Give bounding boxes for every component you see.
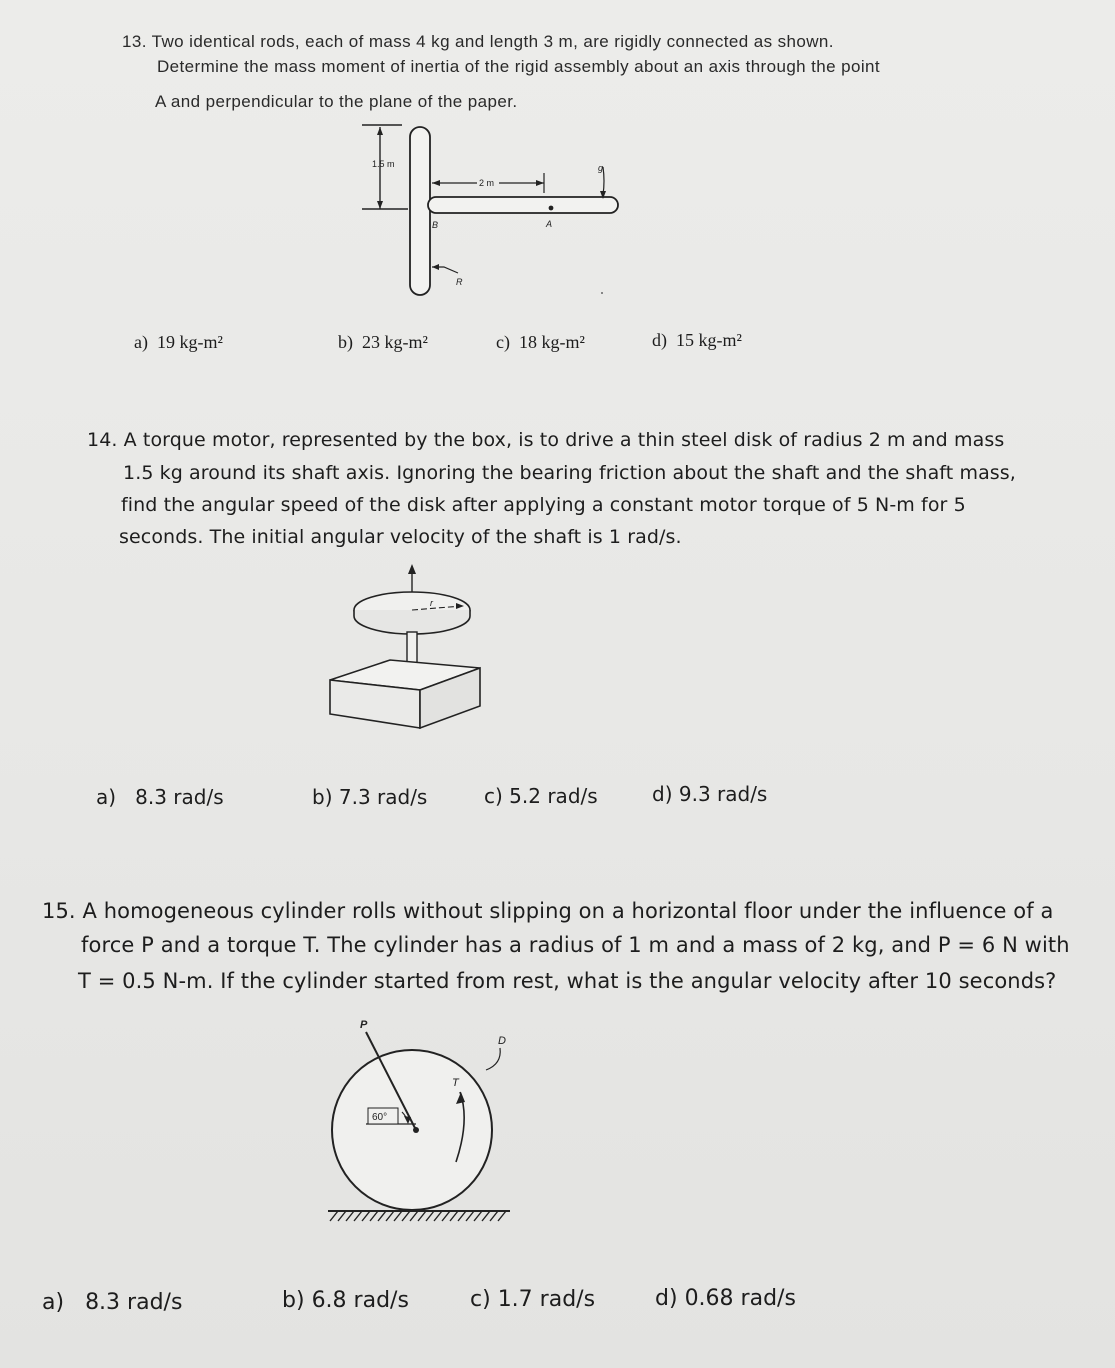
option-14-d[interactable] [652,782,767,806]
vertical-rod [410,127,430,295]
option-letter: b) [338,332,353,352]
option-letter: b) [282,1288,305,1313]
option-13-a[interactable] [134,332,223,353]
option-13-d[interactable] [652,330,742,351]
label-d: D [498,1035,506,1047]
question-13-line-3: A and perpendicular to the plane of the paper. [155,92,518,111]
option-value: 19 kg-m² [156,332,223,352]
option-letter: a) [134,332,148,352]
option-letter: c) [496,332,510,352]
option-letter: d) [652,330,667,350]
option-letter: c) [470,1287,491,1312]
option-letter: c) [484,784,503,808]
option-value: 8.3 rad/s [135,785,224,809]
option-15-b[interactable] [282,1288,409,1313]
option-value: 18 kg-m² [518,332,585,352]
question-13-figure [340,115,640,305]
option-15-c[interactable] [470,1287,595,1312]
label-a: A [546,219,553,229]
option-value: 5.2 rad/s [509,784,598,808]
horizontal-rod [428,197,618,213]
question-14-figure [320,560,500,740]
cylinder [332,1050,492,1210]
option-13-c[interactable] [496,332,585,353]
option-value: 6.8 rad/s [311,1288,409,1313]
option-13-b[interactable] [338,332,428,353]
label-r: R [456,277,463,287]
question-15-figure [320,1012,530,1232]
question-15-line-1: 15. A homogeneous cylinder rolls without slipping on a horizontal floor under the influence of a [42,899,1054,923]
question-14-line-3: find the angular speed of the disk after applying a constant motor torque of 5 N-m for 5 [121,494,966,516]
label-p: P [360,1019,368,1031]
option-15-d[interactable] [655,1286,796,1311]
label-angle: 60° [372,1112,388,1123]
label-t: T [452,1077,459,1089]
question-14-line-2: 1.5 kg around its shaft axis. Ignoring the bearing friction about the shaft and the shaft mass, [123,462,1016,484]
option-value: 7.3 rad/s [338,785,428,809]
option-value: 9.3 rad/s [678,782,768,806]
question-15-line-2: force P and a torque T. The cylinder has a radius of 1 m and a mass of 2 kg, and P = 6 N with [81,933,1070,957]
label-b: B [432,220,439,230]
option-14-c[interactable] [484,784,598,808]
option-value: 1.7 rad/s [497,1287,596,1312]
question-15-line-3: T = 0.5 N-m. If the cylinder started from rest, what is the angular velocity after 10 seconds? [78,969,1057,993]
option-15-a[interactable] [42,1290,182,1315]
question-13-line-1: 13. Two identical rods, each of mass 4 kg and length 3 m, are rigidly connected as shown. [122,32,834,51]
option-letter: b) [312,785,333,809]
question-14-line-4: seconds. The initial angular velocity of the shaft is 1 rad/s. [119,526,682,548]
point-a [549,206,554,211]
label-g: g [598,163,604,173]
option-value: 0.68 rad/s [684,1286,796,1311]
option-value: 8.3 rad/s [85,1290,183,1315]
dim-horizontal-label: 2 m [479,178,495,188]
label-r: r [430,598,433,608]
option-value: 23 kg-m² [362,332,428,352]
option-letter: d) [652,782,673,806]
option-value: 15 kg-m² [676,330,742,350]
option-letter: d) [655,1286,678,1311]
option-letter: a) [42,1290,65,1315]
question-13-line-2: Determine the mass moment of inertia of the rigid assembly about an axis through the point [157,57,880,76]
option-14-b[interactable] [312,785,427,809]
dim-vertical-label: 1.5 m [372,159,395,169]
option-letter: a) [96,785,117,809]
question-14-line-1: 14. A torque motor, represented by the box, is to drive a thin steel disk of radius 2 m and mass [87,429,1005,451]
option-14-a[interactable] [96,785,224,809]
